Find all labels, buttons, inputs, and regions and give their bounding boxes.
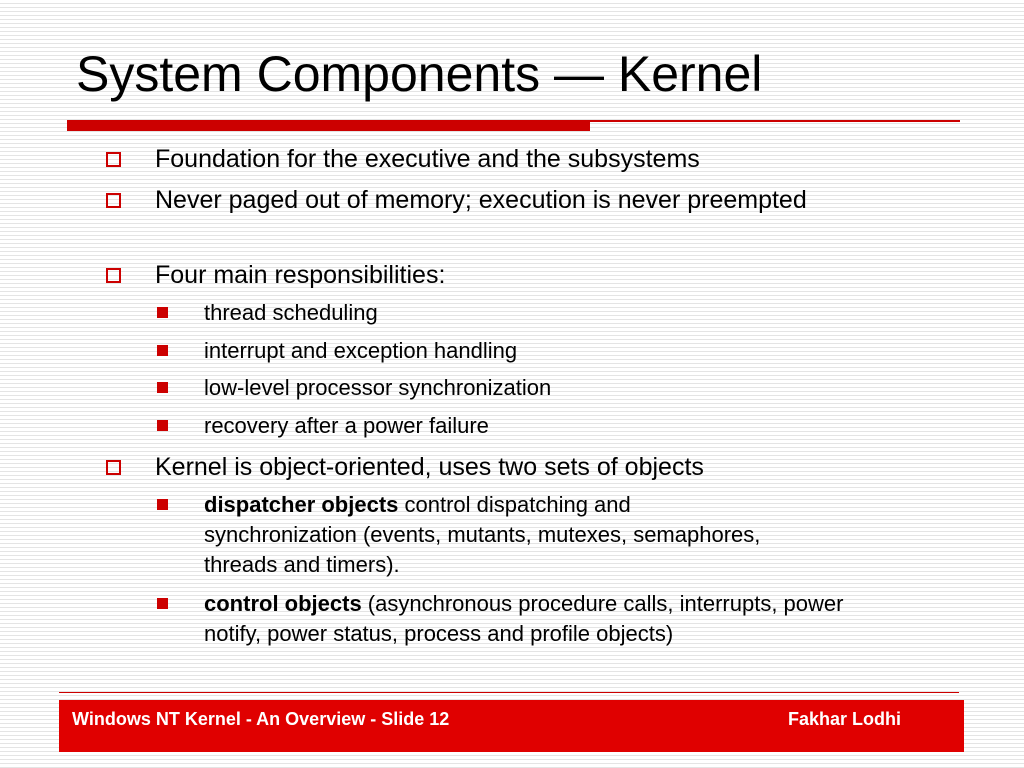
hollow-square-icon — [106, 193, 121, 208]
bullet-item — [155, 450, 915, 484]
sub-bullet-term: dispatcher objects — [204, 492, 399, 517]
sub-bullet-text: thread scheduling — [204, 300, 378, 325]
sub-bullet-text — [204, 490, 784, 580]
sub-bullet-item — [204, 373, 904, 403]
filled-square-icon — [157, 307, 168, 318]
bullet-text: Foundation for the executive and the subsystems — [155, 145, 700, 173]
sub-bullet-term: control objects — [204, 591, 362, 616]
sub-bullet-description: (asynchronous procedure calls, interrupts, power notify, power status, process and profile objects) — [204, 591, 844, 646]
hollow-square-icon — [106, 460, 121, 475]
title-underline-thin — [590, 120, 960, 122]
title-underline-thick — [67, 120, 590, 131]
sub-bullet-item — [204, 336, 904, 366]
sub-bullet-item — [204, 490, 784, 580]
filled-square-icon — [157, 420, 168, 431]
filled-square-icon — [157, 598, 168, 609]
bullet-text: Four main responsibilities: — [155, 261, 446, 289]
filled-square-icon — [157, 345, 168, 356]
bullet-item — [155, 142, 875, 176]
hollow-square-icon — [106, 152, 121, 167]
sub-bullet-description: control dispatching and synchronization (events, mutants, mutexes, semaphores, threads and timers). — [204, 492, 761, 577]
hollow-square-icon — [106, 268, 121, 283]
footer-slide-label: Windows NT Kernel - An Overview - Slide 12 — [72, 709, 450, 729]
bullet-text: Kernel is object-oriented, uses two sets of objects — [155, 453, 704, 481]
bullet-text: Never paged out of memory; execution is never preempted — [155, 186, 807, 214]
filled-square-icon — [157, 382, 168, 393]
footer-author: Fakhar Lodhi — [788, 709, 902, 729]
filled-square-icon — [157, 499, 168, 510]
sub-bullet-text: recovery after a power failure — [204, 413, 489, 438]
bullet-item — [155, 183, 835, 217]
sub-bullet-item — [204, 298, 904, 328]
sub-bullet-item — [204, 589, 844, 649]
slide-title: System Components — Kernel — [76, 46, 763, 102]
sub-bullet-text: interrupt and exception handling — [204, 338, 518, 363]
footer-rule — [59, 692, 959, 693]
sub-bullet-item — [204, 411, 904, 441]
sub-bullet-text — [204, 589, 844, 649]
sub-bullet-text: low-level processor synchronization — [204, 375, 552, 400]
bullet-item — [155, 258, 875, 292]
